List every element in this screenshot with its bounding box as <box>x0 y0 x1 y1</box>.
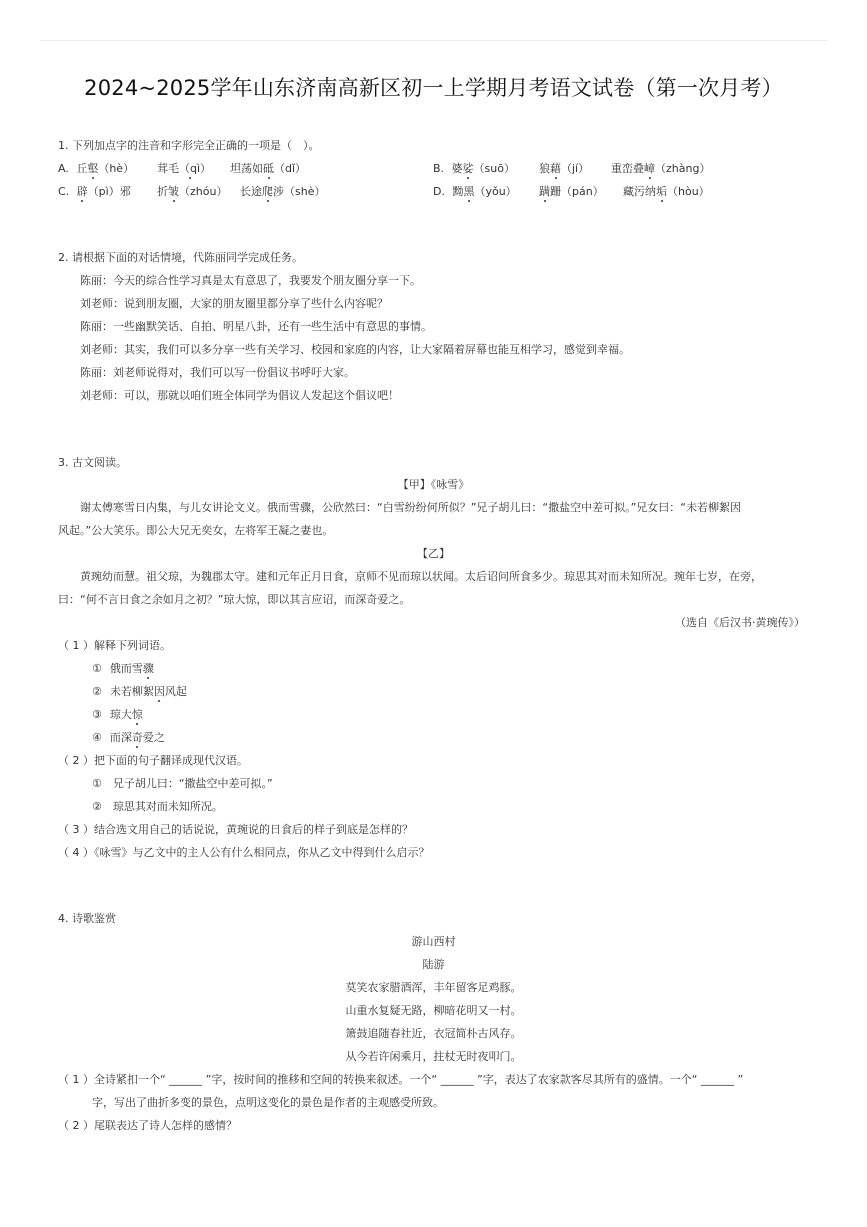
q1-option-a-word3: 坦荡如砥（dǐ） <box>230 162 307 175</box>
q4-stem: 4. 诗歌鉴赏 <box>58 912 116 925</box>
dialogue-line: 陈丽：今天的综合性学习真是太有意思了，我要发个朋友圈分享一下。 <box>80 274 421 287</box>
q1-option-c-word3: 长途爬涉（shè） <box>240 185 326 198</box>
jia-paragraph-line: 谢太傅寒雪日内集，与儿女讲论文义。俄而雪骤，公欣然曰：“白雪纷纷何所似？”兄子胡儿曰：“撒盐空中差可拟。”兄女曰：“未若柳絮因 <box>80 501 741 514</box>
poem-line: 山重水复疑无路，柳暗花明又一村。 <box>345 1004 522 1017</box>
dialogue-line: 刘老师：可以，那就以咱们班全体同学为倡议人发起这个倡议吧！ <box>80 389 399 402</box>
yi-title: 【乙】 <box>417 547 450 560</box>
poem-title: 游山西村 <box>411 935 456 948</box>
jia-title: 【甲】《咏雪》 <box>397 478 470 491</box>
option-label: D. <box>433 185 445 198</box>
q2-stem: 2. 请根据下面的对话情境，代陈丽同学完成任务。 <box>58 251 303 264</box>
q4-sub1-continued: 字，写出了曲折多变的景色，点明这变化的景色是作者的主观感受所致。 <box>92 1096 444 1109</box>
top-divider <box>40 40 827 41</box>
jia-paragraph-line: 风起。”公大笑乐。即公大兄无奕女，左将军王凝之妻也。 <box>58 524 334 537</box>
q1-option-c: C. 辟（pì）邪 <box>58 185 131 198</box>
q3-sub2: （ 2 ）把下面的句子翻译成现代汉语。 <box>58 754 248 767</box>
vocab-item: ④ 而深奇爱之 <box>92 731 165 744</box>
dialogue-line: 刘老师：说到朋友圈，大家的朋友圈里都分享了些什么内容呢？ <box>80 297 388 310</box>
q3-sub1: （ 1 ）解释下列词语。 <box>58 639 171 652</box>
q1-option-d-word3: 藏污纳垢（hòu） <box>623 185 710 198</box>
q1-option-c-word2: 折皱（zhóu） <box>157 185 228 198</box>
q3-sub3: （ 3 ）结合选文用自己的话说说，黄琬说的日食后的样子到底是怎样的？ <box>58 823 413 836</box>
q1-option-d: D. 黝黑（yǒu） <box>433 185 517 198</box>
poem-line: 莫笑农家腊酒浑，丰年留客足鸡豚。 <box>345 981 522 994</box>
option-label: A. <box>58 162 69 175</box>
q3-stem: 3. 古文阅读。 <box>58 456 127 469</box>
dialogue-line: 刘老师：其实，我们可以多分享一些有关学习、校园和家庭的内容，让大家隔着屏幕也能互相学习，感觉到幸福。 <box>80 343 630 356</box>
q1-option-a-word2: 茸毛（qì） <box>157 162 212 175</box>
q1-option-b-word3: 重峦叠嶂（zhàng） <box>611 162 711 175</box>
source-citation: （选自《后汉书·黄琬传》） <box>675 616 805 629</box>
option-label: C. <box>58 185 70 198</box>
poem-line: 箫鼓追随春社近，衣冠简朴古风存。 <box>345 1027 522 1040</box>
yi-paragraph-line: 曰：“何不言日食之余如月之初？”琼大惊，即以其言应诏，而深奇爱之。 <box>58 593 411 606</box>
dialogue-line: 陈丽：一些幽默笑话、自拍、明星八卦，还有一些生活中有意思的事情。 <box>80 320 432 333</box>
poem-line: 从今若许闲乘月，拄杖无时夜叩门。 <box>345 1050 522 1063</box>
vocab-item: ② 未若柳絮因风起 <box>92 685 187 698</box>
page-title: 2024~2025学年山东济南高新区初一上学期月考语文试卷（第一次月考） <box>84 76 783 100</box>
vocab-item: ③ 琼大惊 <box>92 708 143 721</box>
option-label: B. <box>433 162 445 175</box>
poem-author: 陆游 <box>422 958 445 971</box>
yi-paragraph-line: 黄琬幼而慧。祖父琼，为魏郡太守。建和元年正月日食，京师不见而琼以状闻。太后诏问所食多少。琼思其对而未知所况。琬年七岁，在旁， <box>80 570 762 583</box>
dialogue-line: 陈丽：刘老师说得对，我们可以写一份倡议书呼吁大家。 <box>80 366 355 379</box>
q1-option-b-word2: 狼藉（jí） <box>539 162 590 175</box>
translate-item: ① 兄子胡儿曰：“撒盐空中差可拟。” <box>92 777 273 790</box>
q1-option-b: B. 婆娑（suō） <box>433 162 515 175</box>
q3-sub4: （ 4 ）《咏雪》与乙文中的主人公有什么相同点，你从乙文中得到什么启示？ <box>58 846 430 859</box>
q4-sub2: （ 2 ）尾联表达了诗人怎样的感情？ <box>58 1119 237 1132</box>
translate-item: ② 琼思其对而未知所况。 <box>92 800 223 813</box>
q1-option-d-word2: 蹒跚（pán） <box>539 185 604 198</box>
q4-sub1: （ 1 ）全诗紧扣一个“ ______ ”字，按时间的推移和空间的转换来叙述。一个“ ______ ”字，表达了农家款客尽其所有的盛情。一个“ ______ ” <box>58 1073 744 1086</box>
q1-option-a: A. 丘壑（hè） <box>58 162 135 175</box>
vocab-item: ① 俄而雪骤 <box>92 662 154 675</box>
q1-stem: 1. 下列加点字的注音和字形完全正确的一项是（ ）。 <box>58 139 320 152</box>
